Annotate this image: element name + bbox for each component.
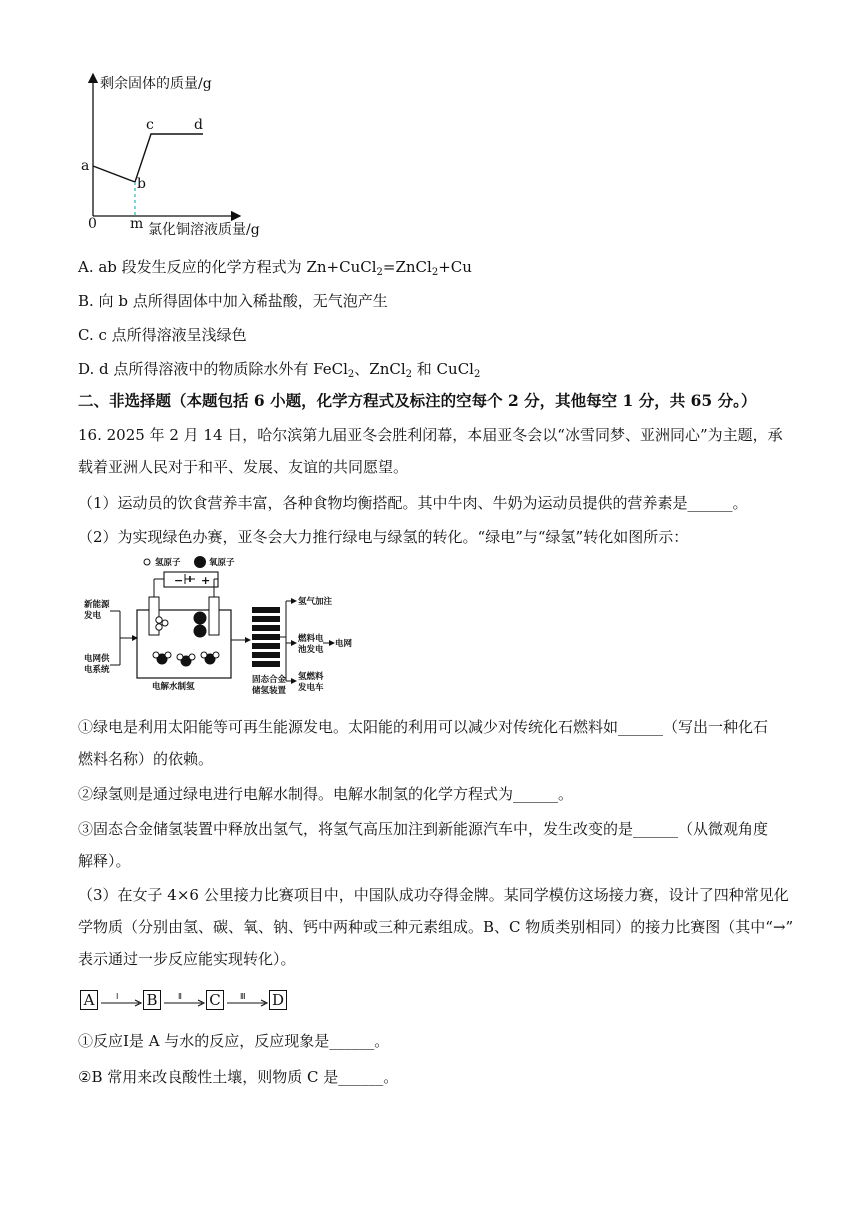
- point-c-label: c: [146, 117, 154, 133]
- svg-text:Ⅲ: Ⅲ: [240, 992, 246, 1001]
- option-c: C. c 点所得溶液呈浅绿色: [78, 326, 247, 344]
- legend-hydrogen-label: 氢原子: [155, 558, 181, 568]
- q16-sub3-line1: ③固态合金储氢装置中释放出氢气，将氢气高压加注到新能源汽车中，发生改变的是______（从微观角度: [78, 820, 769, 838]
- green-hydrogen-diagram: [82, 555, 352, 705]
- q16-sub3-line2: 解释）。: [78, 852, 131, 870]
- curve-line: [93, 134, 203, 182]
- point-b-label: b: [137, 176, 146, 192]
- legend-oxygen-label: 氧原子: [209, 558, 235, 568]
- section-title: 二、非选择题（本题包括 6 小题，化学方程式及标注的空每个 2 分，其他每空 1 分，共 65 分。）: [78, 391, 757, 410]
- source-grid-line1: 电网供: [84, 654, 110, 664]
- output-grid-label: 电网: [335, 639, 352, 649]
- storage-device-icon: [252, 607, 280, 667]
- source-grid-line2: 电系统: [84, 665, 110, 675]
- y-axis-label: 剩余固体的质量/g: [100, 76, 212, 92]
- origin-label: 0: [88, 216, 97, 232]
- output-fuelcell-line2: 池发电: [298, 645, 324, 655]
- point-d-label: d: [194, 117, 203, 133]
- relay-arrow-2: [162, 990, 206, 1012]
- oxygen-molecule-icon: [194, 612, 207, 625]
- q16-sub2: ②绿氢则是通过绿电进行电解水制得。电解水制氢的化学方程式为______。: [78, 785, 574, 803]
- output-fuelcell-line1: 燃料电: [298, 634, 324, 644]
- source-renewable-line1: 新能源: [84, 600, 110, 610]
- storage-label-line1: 固态合金: [252, 675, 287, 685]
- relay-box-c: C: [206, 990, 224, 1010]
- q16-part3-line1: （3）在女子 4×6 公里接力比赛项目中，中国队成功夺得金牌。某同学模仿这场接力赛，设计了四种常见化: [78, 886, 789, 904]
- tick-label-m: m: [130, 216, 144, 232]
- q16-intro-line2: 载着亚洲人民对于和平、发展、友谊的共同愿望。: [78, 458, 409, 476]
- q16-part2: （2）为实现绿色办赛，亚冬会大力推行绿电与绿氢的转化。“绿电”与“绿氢”转化如图所示：: [78, 528, 689, 546]
- q16-sub1-line1: ①绿电是利用太阳能等可再生能源发电。太阳能的利用可以减少对传统化石燃料如______（写出一种化石: [78, 718, 769, 736]
- relay-chain: [80, 990, 300, 1014]
- relay-arrow-3: [225, 990, 269, 1012]
- option-d: D. d 点所得溶液中的物质除水外有 FeCl$_2$、ZnCl$_2$ 和 CuCl$_2$: [78, 360, 481, 380]
- option-b: B. 向 b 点所得固体中加入稀盐酸，无气泡产生: [78, 292, 388, 310]
- svg-text:Ⅰ: Ⅰ: [116, 992, 119, 1001]
- output-vehicle-line1: 氢燃料: [298, 672, 324, 682]
- relay-box-d: D: [269, 990, 287, 1010]
- hydrogen-atom-legend-icon: [144, 559, 150, 565]
- storage-label-line2: 储氢装置: [252, 686, 287, 696]
- x-axis-label: 氯化铜溶液质量/g: [148, 222, 260, 238]
- q16-part3-line3: 表示通过一步反应能实现转化）。: [78, 950, 296, 968]
- relay-box-b: B: [143, 990, 161, 1010]
- mass-graph: [70, 66, 300, 244]
- q16-relay-sub2: ②B 常用来改良酸性土壤，则物质 C 是______。: [78, 1068, 399, 1086]
- electrolysis-label: 电解水制氢: [152, 682, 195, 692]
- relay-box-a: A: [80, 990, 98, 1010]
- output-refuel-label: 氢气加注: [298, 597, 333, 607]
- plus-sign: +: [201, 574, 211, 587]
- source-renewable-line2: 发电: [84, 611, 102, 621]
- relay-arrow-1: [99, 990, 143, 1012]
- point-a-label: a: [81, 158, 90, 174]
- option-a: A. ab 段发生反应的化学方程式为 Zn+CuCl$_2$=ZnCl$_2$+Cu: [78, 258, 472, 278]
- q16-part3-line2: 学物质（分别由氢、碳、氧、钠、钙中两种或三种元素组成。B、C 物质类别相同）的接力比赛图（其中“→”: [78, 918, 794, 936]
- minus-sign: −: [174, 574, 184, 587]
- q16-sub1-line2: 燃料名称）的依赖。: [78, 750, 214, 768]
- output-vehicle-line2: 发电车: [298, 683, 324, 693]
- svg-text:Ⅱ: Ⅱ: [178, 992, 182, 1001]
- anode-tube: [209, 597, 219, 635]
- q16-intro-line1: 16. 2025 年 2 月 14 日，哈尔滨第九届亚冬会胜利闭幕，本届亚冬会以“冰雪同梦、亚洲同心”为主题，承: [78, 426, 783, 444]
- q16-relay-sub1: ①反应Ⅰ是 A 与水的反应，反应现象是______。: [78, 1032, 390, 1050]
- oxygen-atom-legend-icon: [194, 556, 206, 568]
- q16-part1: （1）运动员的饮食营养丰富，各种食物均衡搭配。其中牛肉、牛奶为运动员提供的营养素是______。: [78, 494, 748, 512]
